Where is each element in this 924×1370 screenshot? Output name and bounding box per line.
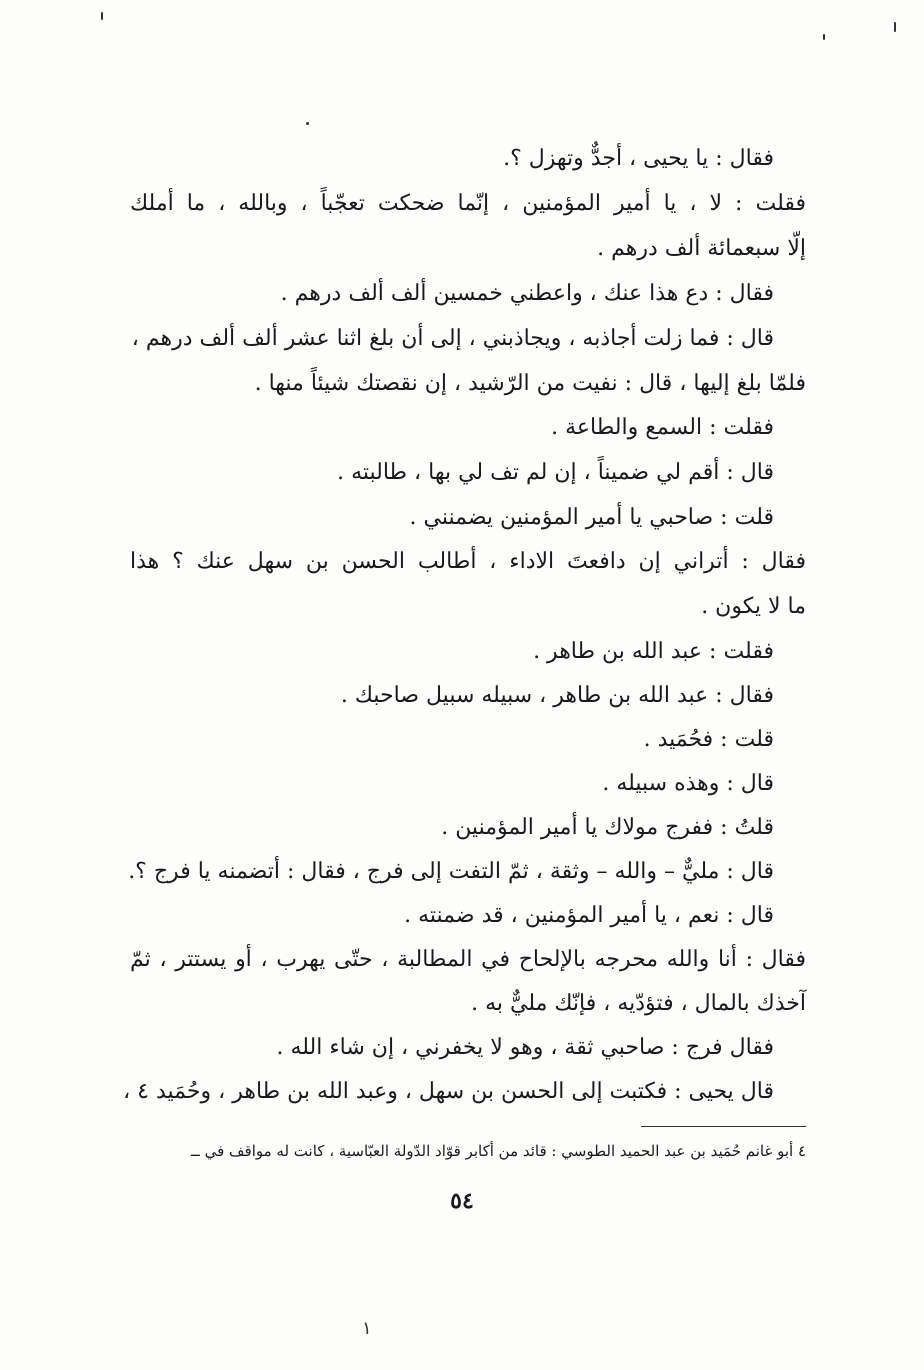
body-line: فقال : عبد الله بن طاهر ، سبيله سبيل صاحبك . [340,683,774,708]
scan-speck [306,122,309,125]
body-line: فقال : دع هذا عنك ، واعطني خمسين ألف ألف درهم . [280,281,774,306]
body-line: قال : أقم لي ضميناً ، إن لم تف لي بها ، طالبته . [337,460,774,485]
body-line: فلمّا بلغ إليها ، قال : نفيت من الرّشيد ، إن نقصتك شيئاً منها . [254,371,806,396]
body-line: قال : نعم ، يا أمير المؤمنين ، قد ضمنته . [404,903,774,928]
body-line: فقال فرج : صاحبي ثقة ، وهو لا يخفرني ، إن شاء الله . [276,1035,774,1060]
body-line: فقلت : السمع والطاعة . [551,415,774,440]
body-line: فقال : أتراني إن دافعتَ الاداء ، أطالب الحسن بن سهل عنك ؟ هذا [130,549,806,574]
body-line: فقال : أنا والله محرجه بالإلحاح في المطالبة ، حتّى يهرب ، أو يستتر ، ثمّ [130,947,806,972]
body-line: آخذك بالمال ، فتؤدّيه ، فإنّك مليٌّ به . [471,991,806,1016]
body-line: فقلت : لا ، يا أمير المؤمنين ، إنّما ضحكت تعجّباً ، وبالله ، ما أملك [130,191,806,216]
body-line: ما لا يكون . [701,594,806,619]
body-line: قلت : صاحبي يا أمير المؤمنين يضمنني . [409,505,774,530]
footnote: ٤ أبو غانم حُمَيد بن عبد الحميد الطوسي : قائد من أكابر قوّاد الدّولة العبّاسية ، كانت له مواقف في ــ [191,1142,806,1160]
body-line: إلّا سبعمائة ألف درهم . [597,236,806,261]
body-line: قال يحيى : فكتبت إلى الحسن بن سهل ، وعبد الله بن طاهر ، وحُمَيد ٤ ، [123,1079,774,1104]
body-line: قلتُ : ففرج مولاك يا أمير المؤمنين . [441,815,774,840]
page-number: ٥٤ [450,1188,474,1214]
bottom-mark: ١ [362,1318,372,1339]
body-line: قال : وهذه سبيله . [602,771,774,796]
body-line: قال : فما زلت أجاذبه ، ويجاذبني ، إلى أن بلغ اثنا عشر ألف ألف درهم ، [131,326,774,351]
footnote-divider [641,1126,806,1127]
body-line: قال : مليٌّ – والله – وثقة ، ثمّ التفت إلى فرج ، فقال : أتضمنه يا فرج ؟. [128,859,774,884]
body-line: قلت : فحُمَيد . [643,727,774,752]
scan-speck [823,34,825,40]
scan-speck [101,12,103,20]
body-line: فقلت : عبد الله بن طاهر . [533,639,774,664]
scan-speck [894,22,896,32]
body-line: فقال : يا يحيى ، أجدٌّ وتهزل ؟. [503,146,774,171]
